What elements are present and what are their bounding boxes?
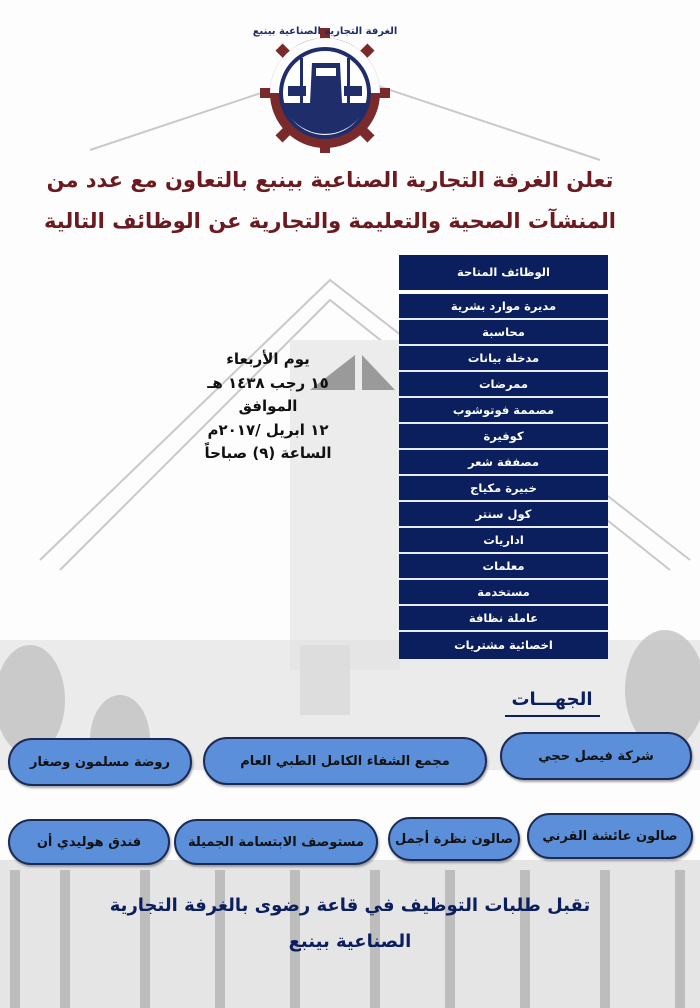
announcement-title xyxy=(20,160,640,242)
logo-arc-text: الغرفة التجارية الصناعية بينبع xyxy=(252,26,398,37)
job-row: مصممة فوتوشوب xyxy=(399,398,608,424)
job-row: كوفيرة xyxy=(399,424,608,450)
application-location-note xyxy=(100,888,600,960)
job-row: كول سنتر xyxy=(399,502,608,528)
entity-pill: مجمع الشفاء الكامل الطبي العام xyxy=(203,737,487,785)
event-gregorian-date: ١٢ ابريل /٢٠١٧م xyxy=(207,420,329,439)
event-hijri-date: ١٥ رجب ١٤٣٨ هـ xyxy=(207,373,329,392)
entity-pill: مستوصف الابتسامة الجميلة xyxy=(174,819,378,865)
entity-pill: روضة مسلمون وصغار xyxy=(8,738,192,786)
job-row: مصففة شعر xyxy=(399,450,608,476)
entity-pill: صالون نظرة أجمل xyxy=(388,817,520,861)
job-row: مدخلة بيانات xyxy=(399,346,608,372)
announcement-line-2: المنشآت الصحية والتعليمة والتجارية عن الوظائف التالية xyxy=(44,209,616,233)
job-row: اداريات xyxy=(399,528,608,554)
jobs-table xyxy=(399,255,608,659)
jobs-table-header: الوظائف المتاحة xyxy=(399,255,608,290)
entity-pill: فندق هوليدي أن xyxy=(8,819,170,865)
job-row: معلمات xyxy=(399,554,608,580)
event-day: يوم الأربعاء xyxy=(226,350,310,368)
job-row: مديرة موارد بشرية xyxy=(399,294,608,320)
entity-pill: شركة فيصل حجي xyxy=(500,732,692,780)
job-row: عاملة نظافة xyxy=(399,606,608,632)
announcement-line-1: تعلن الغرفة التجارية الصناعية بينبع بالتعاون مع عدد من xyxy=(46,168,614,192)
job-row: مستخدمة xyxy=(399,580,608,606)
chamber-logo xyxy=(250,8,400,153)
job-row: خبيرة مكياج xyxy=(399,476,608,502)
job-row: ممرضات xyxy=(399,372,608,398)
job-row: اخصائية مشتريات xyxy=(399,632,608,659)
entity-pill: صالون عائشة القرني xyxy=(527,813,693,859)
event-corresponding-label: الموافق xyxy=(238,397,298,415)
footer-line-1: تقبل طلبات التوظيف في قاعة رضوى بالغرفة التجارية xyxy=(109,895,591,916)
entities-heading: الجهـــات xyxy=(502,687,602,717)
footer-line-2: الصناعية بينبع xyxy=(288,931,412,952)
job-row: محاسبة xyxy=(399,320,608,346)
event-time: الساعة (٩) صباحاً xyxy=(204,444,332,462)
event-date-block xyxy=(198,348,338,466)
